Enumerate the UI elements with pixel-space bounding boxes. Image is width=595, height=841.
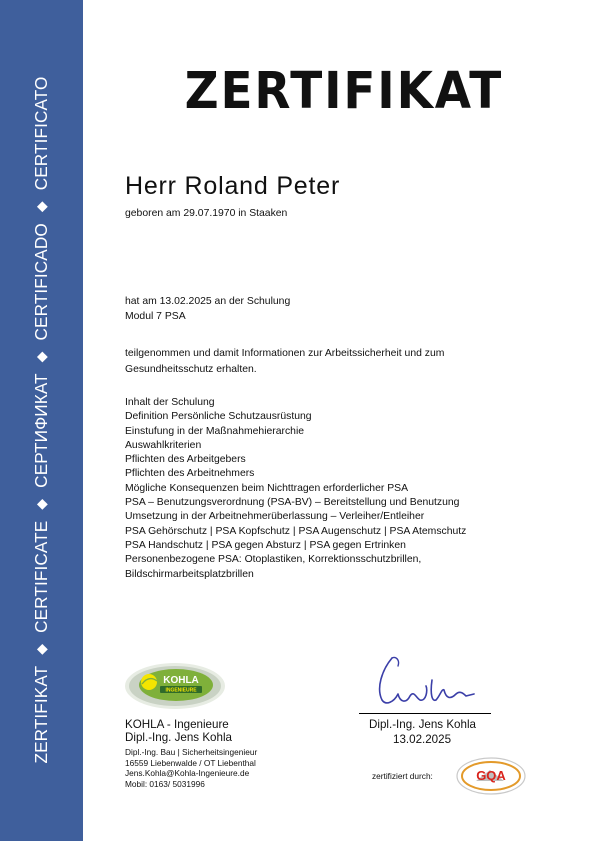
company-person: Dipl.-Ing. Jens Kohla	[125, 731, 232, 744]
company-details	[125, 747, 257, 789]
company-block	[125, 718, 232, 744]
recipient-name: Herr Roland Peter	[125, 172, 341, 200]
content-item: Mögliche Konsequenzen beim Nichttragen erforderlicher PSA	[125, 482, 409, 494]
content-item: Personenbezogene PSA: Otoplastiken, Korrektionsschutzbrillen,	[125, 554, 422, 566]
signature-date: 13.02.2025	[393, 733, 452, 746]
content-item: Einstufung in der Maßnahmehierarchie	[125, 425, 305, 437]
signature-line	[359, 713, 491, 714]
participation-line-2: Gesundheitsschutz erhalten.	[125, 364, 257, 375]
side-banner	[0, 0, 83, 841]
participation-line-1: teilgenommen und damit Informationen zur Arbeitssicherheit und zum	[125, 348, 445, 359]
gqa-logo	[456, 757, 526, 795]
company-detail-line: 16559 Liebenwalde / OT Liebenthal	[125, 757, 256, 768]
gqa-logo-text: GQA	[476, 768, 506, 783]
side-word-ru: СЕРТИФИКАТ	[31, 373, 51, 488]
side-word-es: CERTIFICADO	[31, 223, 51, 341]
content-item: PSA Gehörschutz | PSA Kopfschutz | PSA Augenschutz | PSA Atemschutz	[125, 525, 467, 537]
content-item: Bildschirmarbeitsplatzbrillen	[125, 568, 254, 580]
company-phone: Mobil: 0163/ 5031996	[125, 778, 205, 789]
diamond-separator-icon: ◆	[33, 201, 49, 213]
content-item: Umsetzung in der Arbeitnehmerüberlassung – Verleiher/Entleiher	[125, 511, 425, 523]
diamond-separator-icon: ◆	[33, 643, 49, 655]
content-item: Definition Persönliche Schutzausrüstung	[125, 411, 312, 423]
company-name: KOHLA - Ingenieure	[125, 718, 229, 731]
content-item: PSA Handschutz | PSA gegen Absturz | PSA gegen Ertrinken	[125, 539, 406, 551]
course-module: Modul 7 PSA	[125, 311, 186, 322]
certificate-title: ZERTIFIKAT	[184, 62, 504, 121]
side-word-en: CERTIFICATE	[31, 520, 51, 633]
content-item: Auswahlkriterien	[125, 439, 202, 451]
diamond-separator-icon: ◆	[33, 351, 49, 363]
content-heading: Inhalt der Schulung	[125, 397, 215, 408]
company-detail-line: Dipl.-Ing. Bau | Sicherheitsingenieur	[125, 747, 258, 757]
content-item: Pflichten des Arbeitnehmers	[125, 468, 255, 480]
handwritten-signature	[370, 650, 480, 710]
company-email: Jens.Kohla@Kohla-Ingenieure.de	[125, 768, 250, 779]
side-word-de: ZERTIFIKAT	[31, 665, 51, 764]
kohla-logo-sub: INGENIEURE	[165, 687, 197, 694]
course-date-line: hat am 13.02.2025 an der Schulung	[125, 296, 291, 307]
side-word-it: CERTIFICATO	[31, 76, 51, 191]
content-item: PSA – Benutzungsverordnung (PSA-BV) – Bereitstellung und Benutzung	[125, 497, 460, 509]
content-item: Pflichten des Arbeitgebers	[125, 454, 246, 466]
certified-by-label: zertifiziert durch:	[372, 771, 433, 781]
diamond-separator-icon: ◆	[33, 498, 49, 510]
kohla-logo	[124, 661, 226, 711]
side-banner-text	[30, 10, 52, 830]
content-section	[125, 396, 466, 582]
kohla-logo-name: KOHLA	[163, 675, 199, 686]
signer-name: Dipl.-Ing. Jens Kohla	[369, 718, 476, 731]
recipient-birth: geboren am 29.07.1970 in Staaken	[125, 208, 288, 219]
